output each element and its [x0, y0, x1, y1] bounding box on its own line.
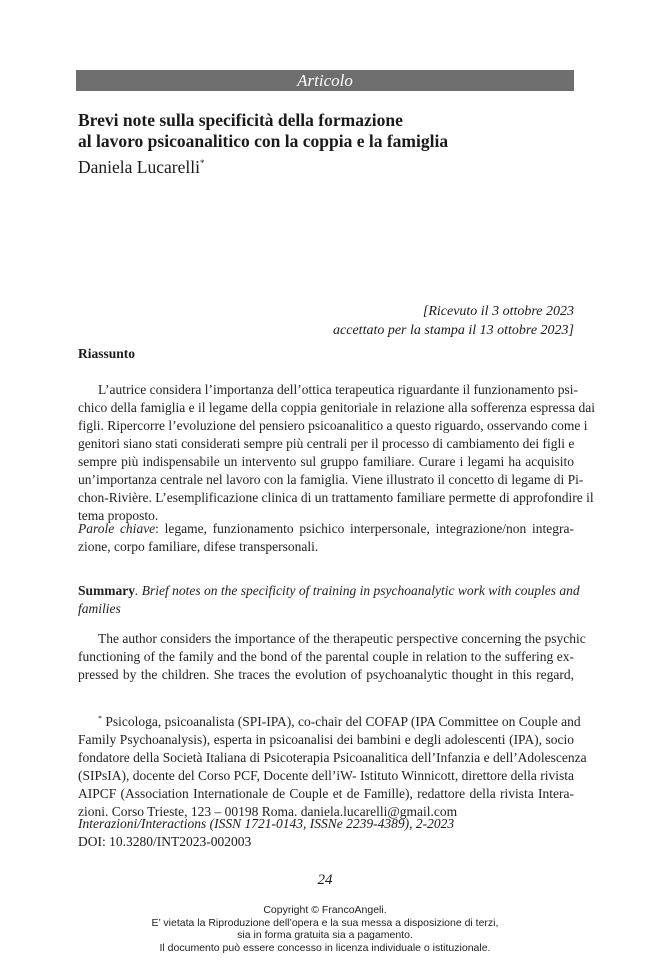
- summary-body: [78, 630, 586, 684]
- summary-label: Summary: [78, 583, 135, 598]
- copyright-notice: [0, 904, 650, 954]
- author-footnote: [78, 710, 587, 821]
- riassunto-heading: Riassunto: [78, 346, 136, 361]
- keywords-label: Parole chiave: [78, 521, 156, 536]
- keywords: [78, 520, 574, 556]
- text-line: fondatore della Società Italiana di Psicoterapia Psicoanalitica dell’Infanzia e dell’Adolescenza: [78, 750, 587, 765]
- summary-subtitle: . Brief notes on the specificity of training in psychoanalytic work with couples and: [135, 583, 580, 598]
- text-line: pressed by the children. She traces the evolution of psychoanalytic thought in this regard,: [78, 667, 574, 682]
- author-footnote-mark: *: [199, 158, 205, 168]
- text-line: (SIPsIA), docente del Corso PCF, Docente dell’iW- Istituto Winnicott, direttore della rivista: [78, 768, 575, 783]
- copyright-line: Copyright © FrancoAngeli.: [263, 904, 387, 916]
- journal-citation: Interazioni/Interactions (ISSN 1721-0143, ISSNe 2239-4389), 2-2023: [78, 816, 455, 831]
- riassunto-body: [78, 381, 596, 525]
- text-line: families: [78, 601, 121, 616]
- text-line: [78, 520, 574, 538]
- text-line: zioni. Corso Trieste, 123 – 00198 Roma. daniela.lucarelli@gmail.com: [78, 804, 458, 819]
- keywords-text: : legame, funzionamento psichico interpersonale, integrazione/non integra-: [155, 521, 574, 536]
- text-line: AIPCF (Association Internationale de Couple et de Famille), redattore della rivista Intera-: [78, 786, 574, 801]
- text-line: figli. Ripercorre l’evoluzione del pensiero psicoanalitico a questo riguardo, osservando come i: [78, 418, 588, 433]
- title-line: Brevi note sulla specificità della formazione: [78, 110, 403, 130]
- text-line: The author considers the importance of the therapeutic perspective concerning the psychic: [98, 631, 586, 646]
- text-line: [78, 582, 580, 600]
- text-line: genitori siano stati considerati sempre più centrali per il processo di cambiamento dei figli e: [78, 436, 575, 451]
- doi: DOI: 10.3280/INT2023-002003: [78, 834, 252, 849]
- text-line: sempre più indispensabile un intervento sul gruppo familiare. Curare i legami ha acquisito: [78, 454, 574, 469]
- received-dates: [333, 302, 574, 340]
- copyright-line: sia in forma gratuita sia a pagamento.: [237, 929, 413, 941]
- author-text: Daniela Lucarelli: [78, 157, 200, 177]
- accepted-date: accettato per la stampa il 13 ottobre 2023]: [333, 323, 574, 338]
- footnote-text: Psicologa, psicoanalista (SPI-IPA), co-chair del COFAP (IPA Committee on Couple and: [102, 714, 581, 729]
- copyright-line: Il documento può essere concesso in licenza individuale o istituzionale.: [159, 941, 491, 954]
- page-number: 24: [317, 872, 333, 888]
- text-line: tema proposto.: [78, 508, 159, 523]
- article-title: [78, 110, 578, 152]
- text-line: functioning of the family and the bond of the parental couple in relation to the suffering ex-: [78, 649, 574, 664]
- text-line: Family Psychoanalysis), esperta in psicoanalisi dei bambini e degli adolescenti (IPA), socio: [78, 732, 574, 747]
- received-date: [Ricevuto il 3 ottobre 2023: [422, 304, 574, 319]
- copyright-line: E’ vietata la Riproduzione dell’opera e la sua messa a disposizione di terzi,: [151, 916, 499, 929]
- summary-title: [78, 582, 580, 618]
- author-name: [78, 153, 204, 178]
- text-line: un’importanza centrale nel lavoro con la famiglia. Viene illustrato il concetto di legame di Pi-: [78, 472, 584, 487]
- journal-info: [78, 815, 454, 851]
- text-line: zione, corpo familiare, difese transpersonali.: [78, 539, 319, 554]
- text-line: chico della famiglia e il legame della coppia genitoriale in relazione alla sofferenza espressa dai: [78, 400, 596, 415]
- footnote-mark: *: [98, 714, 102, 723]
- text-line: L’autrice considera l’importanza dell’ottica terapeutica riguardante il funzionamento psi-: [98, 382, 579, 397]
- text-line: chon-Rivière. L’esemplificazione clinica di un trattamento familiare permette di approfondire il: [78, 490, 594, 505]
- text-line: [78, 710, 581, 731]
- section-banner: Articolo: [76, 70, 574, 91]
- title-line: al lavoro psicoanalitico con la coppia e la famiglia: [78, 131, 449, 151]
